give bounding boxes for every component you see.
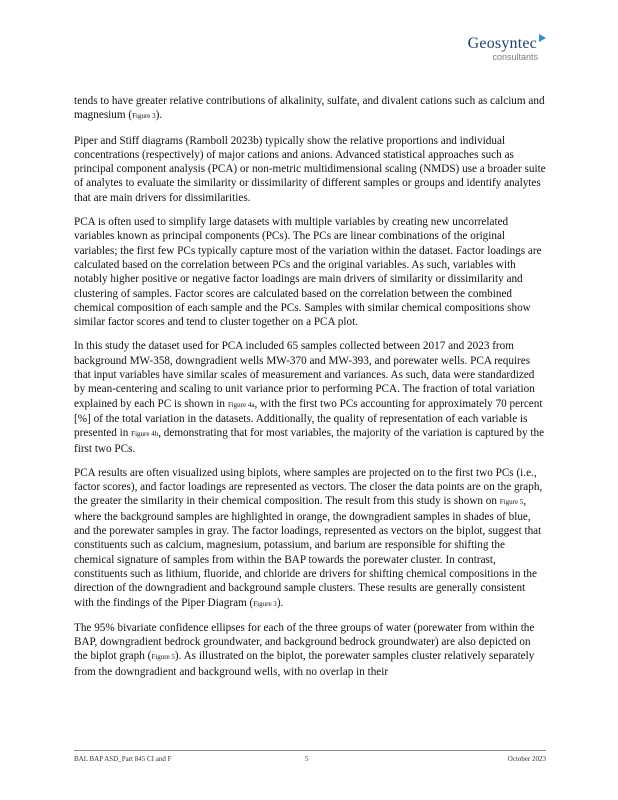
figure-reference: Figure 5 [499, 498, 524, 507]
p6-text-b: ). As illustrated on the biplot, the porewater samples cluster relatively separately from the downgradient and background wells, with no overlap in their [74, 650, 535, 678]
logo-subtitle: consultants [492, 52, 538, 62]
paragraph-5 [74, 466, 546, 611]
paragraph-3: PCA is often used to simplify large datasets with multiple variables by creating new uncorrelated variables known as principal components (PCs). The PCs are linear combinations of the original variables; the first few PCs typically capture most of the variation within the dataset. Factor loadings are calculated based on the correlation between PCs and the original variables. As such, variables with notably higher positive or negative factor loadings are main drivers of similarity or dissimilarity and clustering of samples. Factor scores are calculated based on the correlation between the combined chemical composition of each sample and the PCs. Samples with similar chemical compositions show similar factor scores and tend to cluster together on a PCA plot. [74, 216, 542, 329]
p1-text-a: tends to have greater relative contributions of alkalinity, sulfate, and divalent cations such as calcium and magnesium ( [74, 95, 545, 122]
p1-text-b: ). [155, 109, 163, 122]
logo-name: Geosyntec [467, 35, 537, 52]
figure-reference: Figure 3 [132, 112, 156, 121]
figure-reference: Figure 5 [151, 653, 175, 662]
paragraph-2: Piper and Stiff diagrams (Ramboll 2023b) typically show the relative proportions and individual concentrations (respectively) of major cations and anions. Advanced statistical approaches such as principal component analysis (PCA) or non-metric multidimensional scaling (NMDS) use a broader suite of analytes to evaluate the similarity or dissimilarity of different samples or groups and identify analytes that are main drivers for dissimilarities. [74, 134, 546, 204]
footer-page-number: 5 [305, 755, 309, 763]
logo-triangle-icon [539, 34, 546, 42]
figure-reference: Figure 4a [227, 400, 255, 409]
paragraph-1 [74, 94, 546, 124]
footer-document-name: BAL BAP ASD_Part 845 CI and F [74, 755, 172, 763]
figure-reference: Figure 4b [131, 430, 159, 439]
p5-text-c: ). [276, 596, 284, 609]
p4-text-b: , with the first two PCs accounting for approximately 70 percent [%] of the total variation in the datasets. Additionally, the quality of representation of each variable is presented in [74, 397, 543, 440]
paragraph-6 [74, 621, 546, 679]
paragraph-4 [74, 339, 546, 455]
p6-text-a: The 95% bivariate confidence ellipses for each of the three groups of water (porewater from within the BAP, downgradient bedrock groundwater, and background bedrock groundwater) are also depicted on the biplot graph ( [74, 621, 535, 663]
p5-text-a: PCA results are often visualized using biplots, where samples are projected on to the first two PCs (i.e., factor scores), and factor loadings are represented as vectors. The closer the data points are on the graph, the greater the similarity in their chemical composition. The result from this study is shown on [74, 466, 543, 508]
p4-text-a: In this study the dataset used for PCA included 65 samples collected between 2017 and 2023 from background MW-358, downgradient wells MW-370 and MW-393, and porewater wells. PCA requires that input variables have similar scales of measurement and variances. As such, data were standardized by mean-centering and scaling to unit variance prior to performing PCA. The fraction of total variation explained by each PC is shown in [74, 340, 535, 410]
p4-text-c: , demonstrating that for most variables, the majority of the variation is captured by the first two PCs. [74, 427, 545, 455]
page-footer [74, 750, 546, 763]
page-body [74, 94, 546, 689]
company-logo [468, 34, 546, 62]
p5-text-b: , where the background samples are highlighted in orange, the downgradient samples in shades of blue, and the porewater samples in gray. The factor loadings, represented as vectors on the biplot, suggest that constituents such as calcium, magnesium, potassium, and barium are responsible for shifting the chemical signature of samples from within the BAP towards the porewater cluster. In contrast, constituents such as lithium, fluoride, and chloride are drivers for shifting chemical compositions in the direction of the downgradient and background sample clusters. These results are generally consistent with the findings of the Piper Diagram ( [74, 495, 542, 609]
footer-date: October 2023 [507, 755, 546, 763]
figure-reference: Figure 3 [253, 599, 277, 608]
